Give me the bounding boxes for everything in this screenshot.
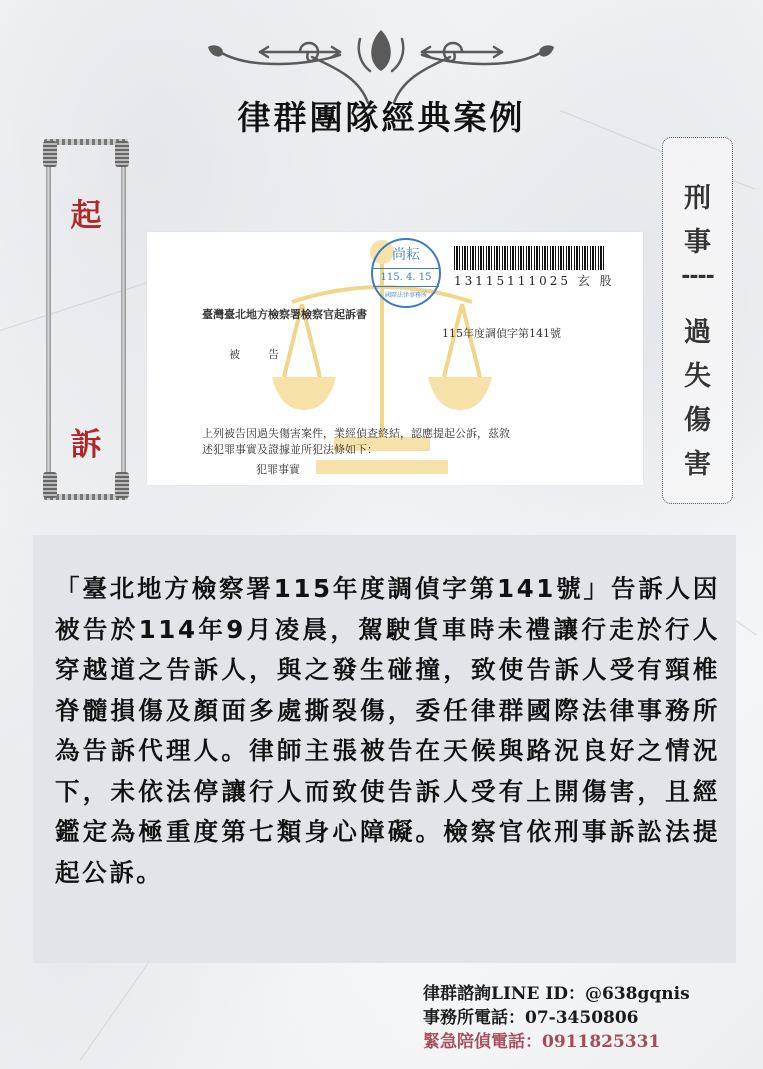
frame-corner — [43, 472, 57, 498]
indictment-document-image — [147, 232, 643, 485]
received-stamp: 尚耘 115. 4. 15 國際法律事務所 — [371, 238, 441, 308]
case-number: 115年度調偵字第141號 — [442, 327, 561, 340]
case-summary-text: 「臺北地方檢察署115年度調偵字第141號」告訴人因被告於114年9月凌晨，駕駛貨車時未禮讓行走於行人穿越道之告訴人，與之發生碰撞，致使告訴人受有頸椎脊髓損傷及顏面多處撕裂傷，委任律群國際法律事務所為告訴代理人。律師主張被告在天候與路況良好之情況下，未依法停讓行人而致使告訴人受有上開傷害，且經鑑定為極重度第七類身心障礙。檢察官依刑事訴訟法提起公訴。 — [55, 574, 720, 887]
tag-char: 刑 — [684, 183, 711, 214]
barcode — [454, 246, 604, 270]
tag-char: 傷 — [684, 405, 711, 436]
document-title: 臺灣臺北地方檢察署檢察官起訴書 — [202, 308, 367, 321]
office-phone: 事務所電話：07-3450806 — [423, 1008, 639, 1028]
tag-char: 事 — [684, 227, 711, 258]
case-category-tag — [662, 137, 733, 504]
defendant-label: 被告 — [229, 348, 307, 361]
frame-corner — [115, 472, 129, 498]
frame-corner — [43, 141, 57, 167]
tag-char: 過 — [684, 317, 711, 348]
line-id: 律群諮詢LINE ID：@638gqnis — [423, 984, 690, 1004]
tag-char: 害 — [684, 449, 711, 480]
frame-corner — [115, 141, 129, 167]
emergency-phone: 緊急陪偵電話：0911825331 — [423, 1032, 661, 1052]
scroll-char: 訴 — [70, 427, 102, 463]
document-body-line: 上列被告因過失傷害案件，業經偵查終結，認應提起公訴，茲敘 — [202, 427, 510, 440]
document-body-line: 述犯罪事實及證據並所犯法條如下： — [202, 443, 378, 456]
facts-heading: 犯罪事實 — [256, 463, 300, 476]
tag-char: 失 — [684, 361, 711, 392]
barcode-number: 13115111025 玄 股 — [454, 274, 615, 288]
page-title: 律群團隊經典案例 — [237, 98, 526, 137]
scroll-char: 起 — [70, 198, 102, 234]
contact-info — [423, 982, 690, 1054]
tag-divider: ---- — [681, 264, 714, 289]
case-summary-box — [33, 535, 736, 963]
indictment-scroll-frame — [40, 137, 132, 502]
